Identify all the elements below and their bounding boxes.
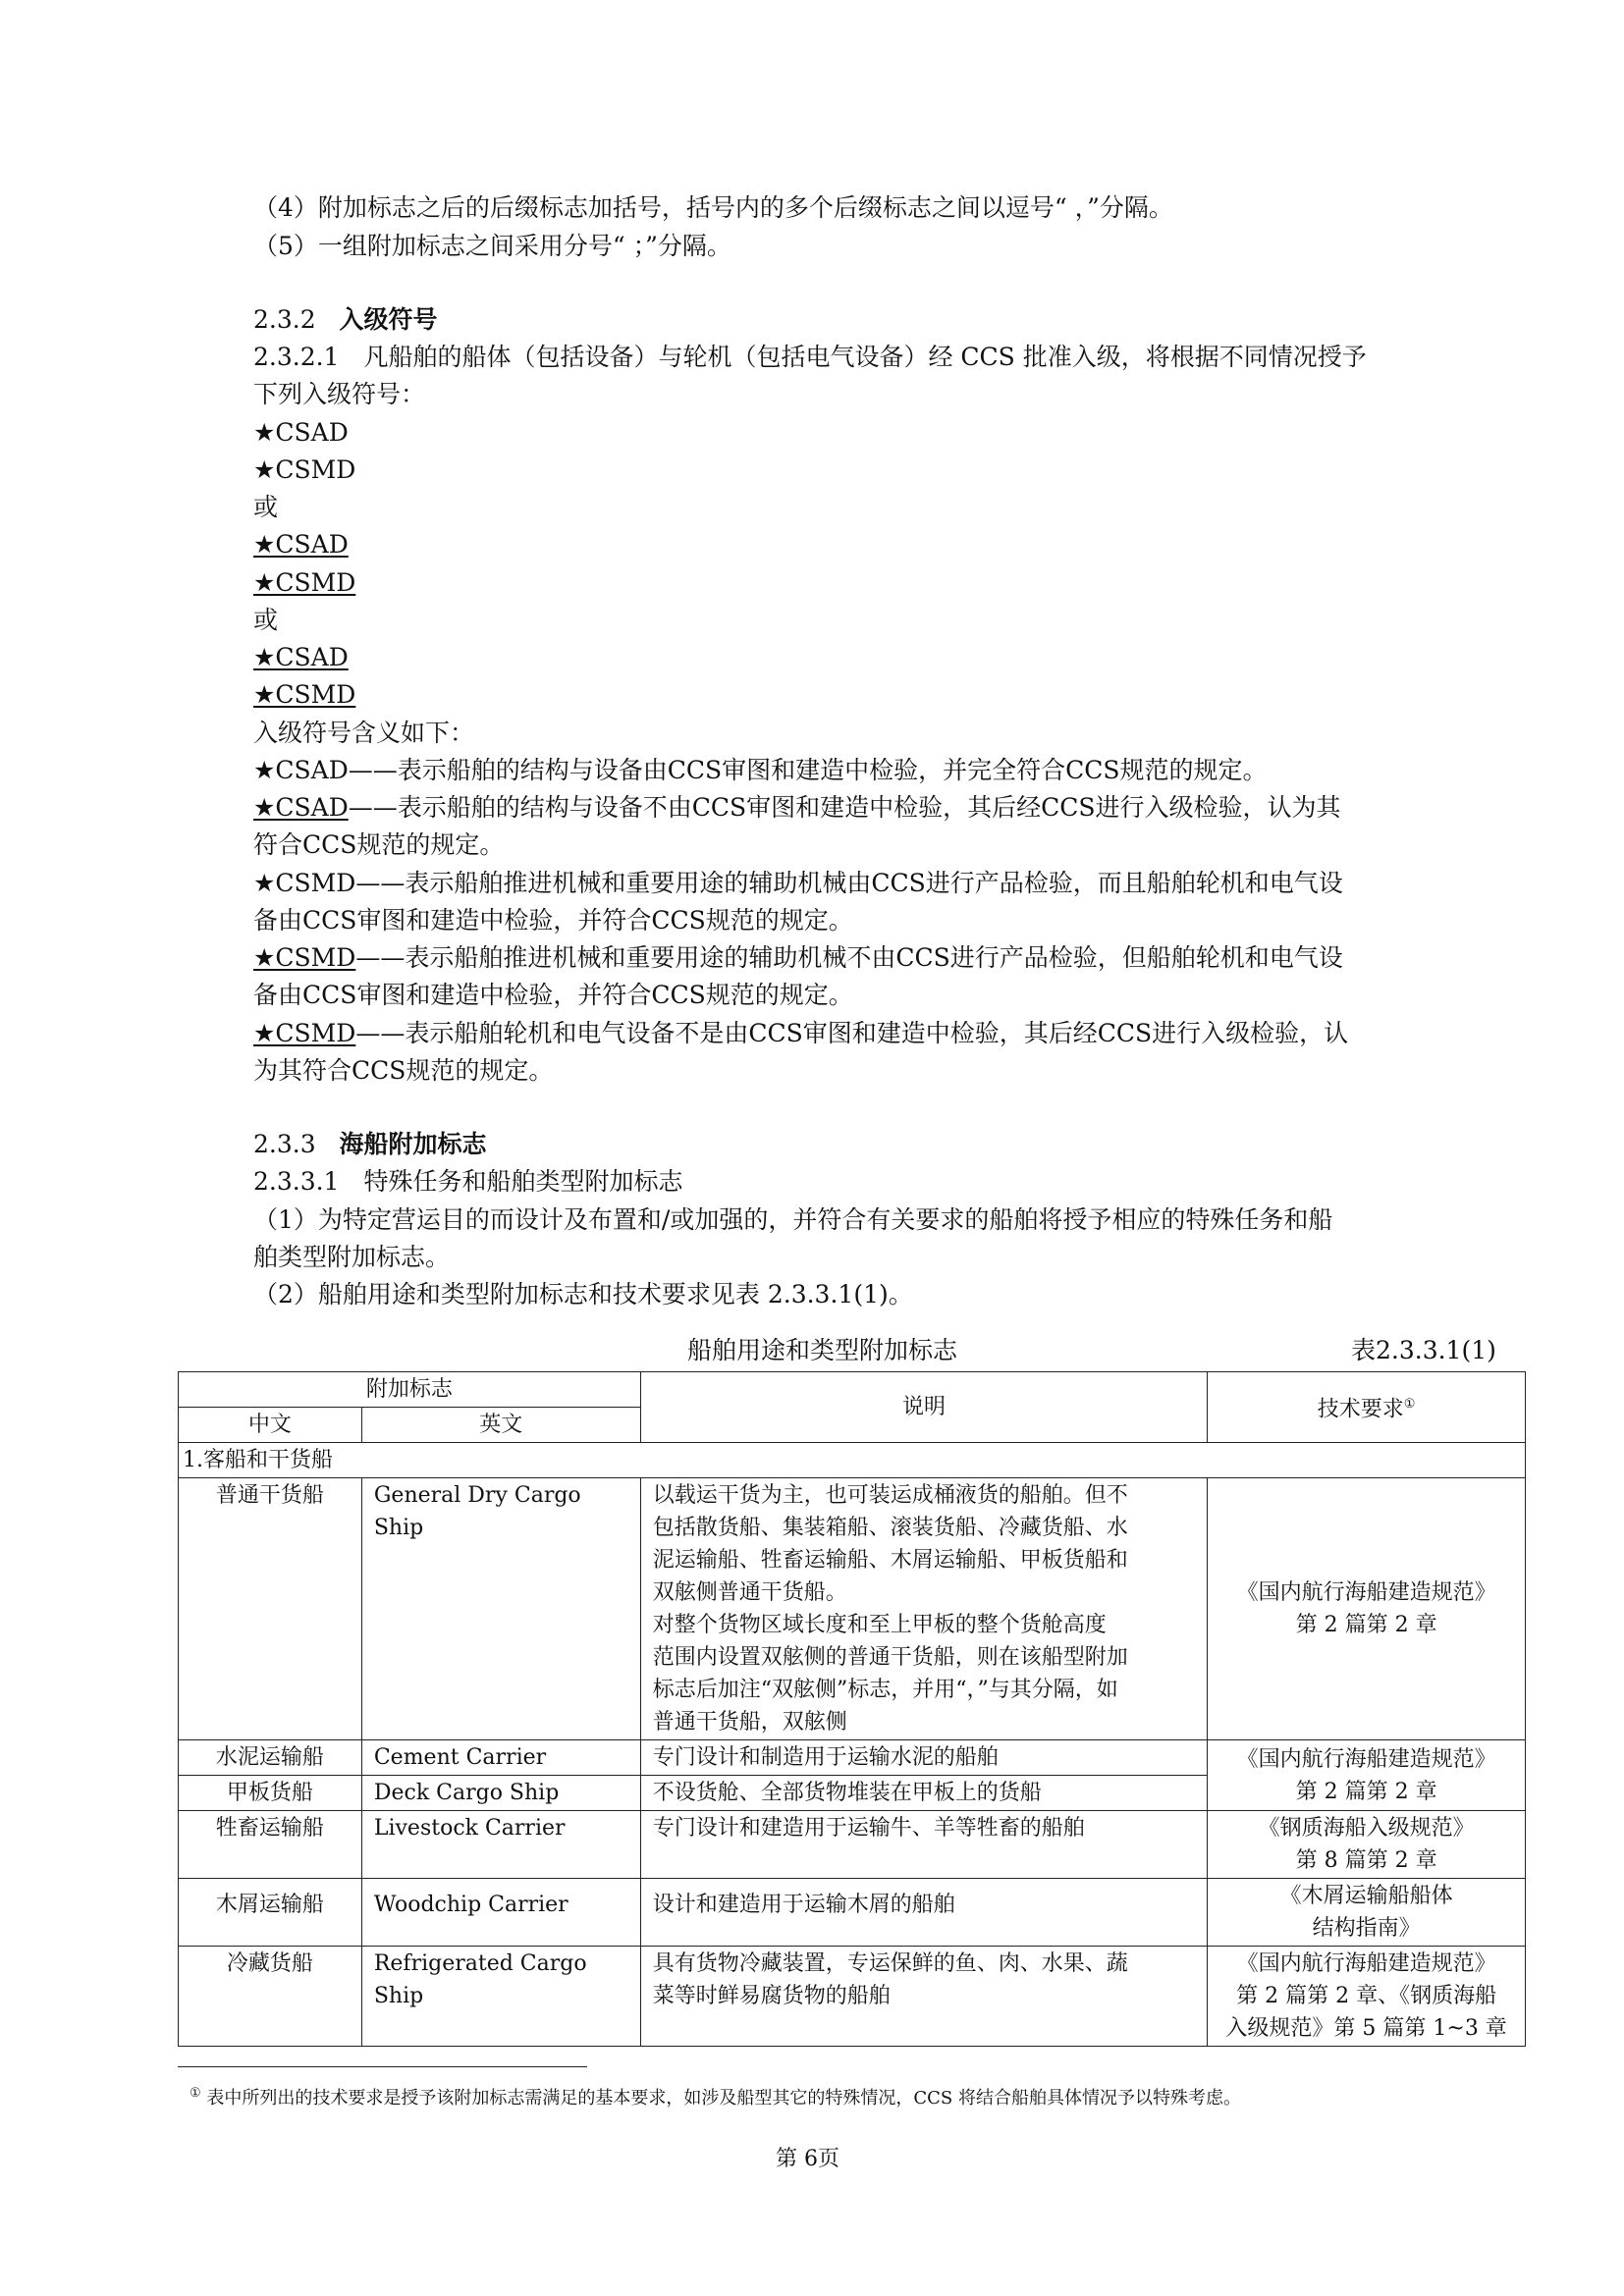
page-number: 第 6页 (776, 2147, 839, 2171)
meaning-3: ★CSMD——表示船舶推进机械和重要用途的辅助机械由CCS进行产品检验，而且船舶轮机和电气设 (253, 869, 1343, 897)
or-text: 或 (253, 606, 279, 634)
meaning-2: ★CSAD——表示船舶的结构与设备不由CCS审图和建造中检验，其后经CCS进行入级检验，认为其 (253, 793, 1341, 822)
cell-cn: 水泥运输船 (179, 1740, 362, 1776)
table-row (179, 1811, 1526, 1879)
heading-2-3-2 (253, 301, 437, 339)
intro-line-2: 下列入级符号： (253, 380, 426, 408)
class-symbol-underlined: ★CSMD (253, 680, 356, 709)
footnote-text: 表中所列出的技术要求是授予该附加标志需满足的基本要求，如涉及船型其它的特殊情况，CCS 将结合船舶具体情况予以特殊考虑。 (206, 2088, 1241, 2109)
class-symbol: ★CSAD (253, 418, 349, 447)
footnote (189, 2080, 1241, 2112)
rule-4: （4）附加标志之后的后缀标志加括号，括号内的多个后缀标志之间以逗号“ ，”分隔。 (253, 193, 1173, 222)
cell-desc: 以载运干货为主，也可装运成桶液货的船舶。但不 包括散货船、集装箱船、滚装货船、冷藏货船、水 泥运输船、牲畜运输船、木屑运输船、甲板货船和 双舷侧普通干货船。 对整个货物区域长度和至上甲板的整个货舱高度 范围内设置双舷侧的普通干货船，则在该船型附加 标志后加注“双舷侧”标志，并用“，”与其分隔，如 普通干货船，双舷侧 (640, 1478, 1208, 1740)
class-symbol: ★CSAD (253, 530, 349, 559)
table-row (179, 1947, 1526, 2047)
footnote-divider (178, 2066, 587, 2067)
cell-tech: 《木屑运输船船体 结构指南》 (1208, 1879, 1526, 1947)
heading-title: 入级符号 (339, 305, 438, 334)
cell-desc: 专门设计和建造用于运输牛、羊等牲畜的船舶 (640, 1811, 1208, 1879)
cell-desc: 专门设计和制造用于运输水泥的船舶 (640, 1740, 1208, 1776)
cell-en: General Dry Cargo Ship (361, 1478, 640, 1740)
cell-cn: 牲畜运输船 (179, 1811, 362, 1879)
heading-number: 2.3.2 (253, 305, 316, 334)
heading-2-3-3 (253, 1126, 486, 1163)
paragraph-1-cont: 舶类型附加标志。 (253, 1243, 451, 1271)
meaning-1: ★CSAD——表示船舶的结构与设备由CCS审图和建造中检验，并完全符合CCS规范的规定。 (253, 756, 1268, 784)
cell-en: Cement Carrier (361, 1740, 640, 1776)
cell-en: Woodchip Carrier (361, 1879, 640, 1947)
cell-cn: 木屑运输船 (179, 1879, 362, 1947)
meaning-4: ★CSMD——表示船舶推进机械和重要用途的辅助机械不由CCS进行产品检验，但船舶轮机和电气设 (253, 943, 1343, 972)
class-symbol: ★CSMD (253, 455, 356, 484)
or-text: 或 (253, 493, 279, 521)
heading-number: 2.3.3 (253, 1130, 316, 1158)
meaning-3-cont: 备由CCS审图和建造中检验，并符合CCS规范的规定。 (253, 906, 853, 934)
table-category-row (179, 1443, 1526, 1478)
cell-cn: 甲板货船 (179, 1776, 362, 1811)
class-symbol-underlined: ★CSAD (253, 643, 349, 671)
cell-en: Livestock Carrier (361, 1811, 640, 1879)
header-cn: 中文 (179, 1408, 362, 1443)
header-tech: 技术要求① (1208, 1372, 1526, 1443)
meaning-4-cont: 备由CCS审图和建造中检验，并符合CCS规范的规定。 (253, 981, 853, 1009)
footnote-mark: ① (189, 2086, 201, 2101)
table-row (179, 1879, 1526, 1947)
meaning-2-cont: 符合CCS规范的规定。 (253, 830, 505, 859)
table-number: 表2.3.3.1(1) (1351, 1336, 1496, 1364)
cell-cn: 普通干货船 (179, 1478, 362, 1740)
meaning-5-cont: 为其符合CCS规范的规定。 (253, 1056, 554, 1085)
rule-5: （5）一组附加标志之间采用分号“ ；”分隔。 (253, 232, 731, 260)
class-symbol: ★CSMD (253, 568, 356, 597)
header-desc: 说明 (640, 1372, 1208, 1443)
cell-tech: 《国内航行海船建造规范》 第 2 篇第 2 章 (1208, 1478, 1526, 1740)
table-row (179, 1740, 1526, 1776)
category-label: 1.客船和干货船 (179, 1443, 1526, 1478)
cell-en: Deck Cargo Ship (361, 1776, 640, 1811)
intro-line-1: 2.3.2.1 凡船舶的船体（包括设备）与轮机（包括电气设备）经 CCS 批准入级，将根据不同情况授予 (253, 343, 1367, 371)
cell-desc: 具有货物冷藏装置，专运保鲜的鱼、肉、水果、蔬 菜等时鲜易腐货物的船舶 (640, 1947, 1208, 2047)
cell-desc: 设计和建造用于运输木屑的船舶 (640, 1879, 1208, 1947)
paragraph-2: （2）船舶用途和类型附加标志和技术要求见表 2.3.3.1(1)。 (253, 1280, 913, 1308)
cell-tech: 《国内航行海船建造规范》 第 2 篇第 2 章 (1208, 1740, 1526, 1811)
header-en: 英文 (361, 1408, 640, 1443)
cell-en: Refrigerated Cargo Ship (361, 1947, 640, 2047)
notation-table (178, 1371, 1526, 2047)
header-group: 附加标志 (179, 1372, 641, 1408)
cell-tech: 《钢质海船入级规范》 第 8 篇第 2 章 (1208, 1811, 1526, 1879)
sub-heading: 2.3.3.1 特殊任务和船舶类型附加标志 (253, 1167, 683, 1196)
cell-cn: 冷藏货船 (179, 1947, 362, 2047)
meaning-label: 入级符号含义如下： (253, 719, 475, 747)
meaning-5: ★CSMD——表示船舶轮机和电气设备不是由CCS审图和建造中检验，其后经CCS进行入级检验，认 (253, 1019, 1349, 1047)
cell-tech: 《国内航行海船建造规范》 第 2 篇第 2 章、《钢质海船 入级规范》第 5 篇第 1~3 章 (1208, 1947, 1526, 2047)
heading-title: 海船附加标志 (339, 1130, 487, 1158)
paragraph-1: （1）为特定营运目的而设计及布置和/或加强的，并符合有关要求的船舶将授予相应的特殊任务和船 (253, 1205, 1333, 1234)
table-title: 船舶用途和类型附加标志 (687, 1336, 958, 1364)
cell-desc: 不设货舱、全部货物堆装在甲板上的货船 (640, 1776, 1208, 1811)
table-row (179, 1478, 1526, 1740)
table-header-row (179, 1372, 1526, 1408)
